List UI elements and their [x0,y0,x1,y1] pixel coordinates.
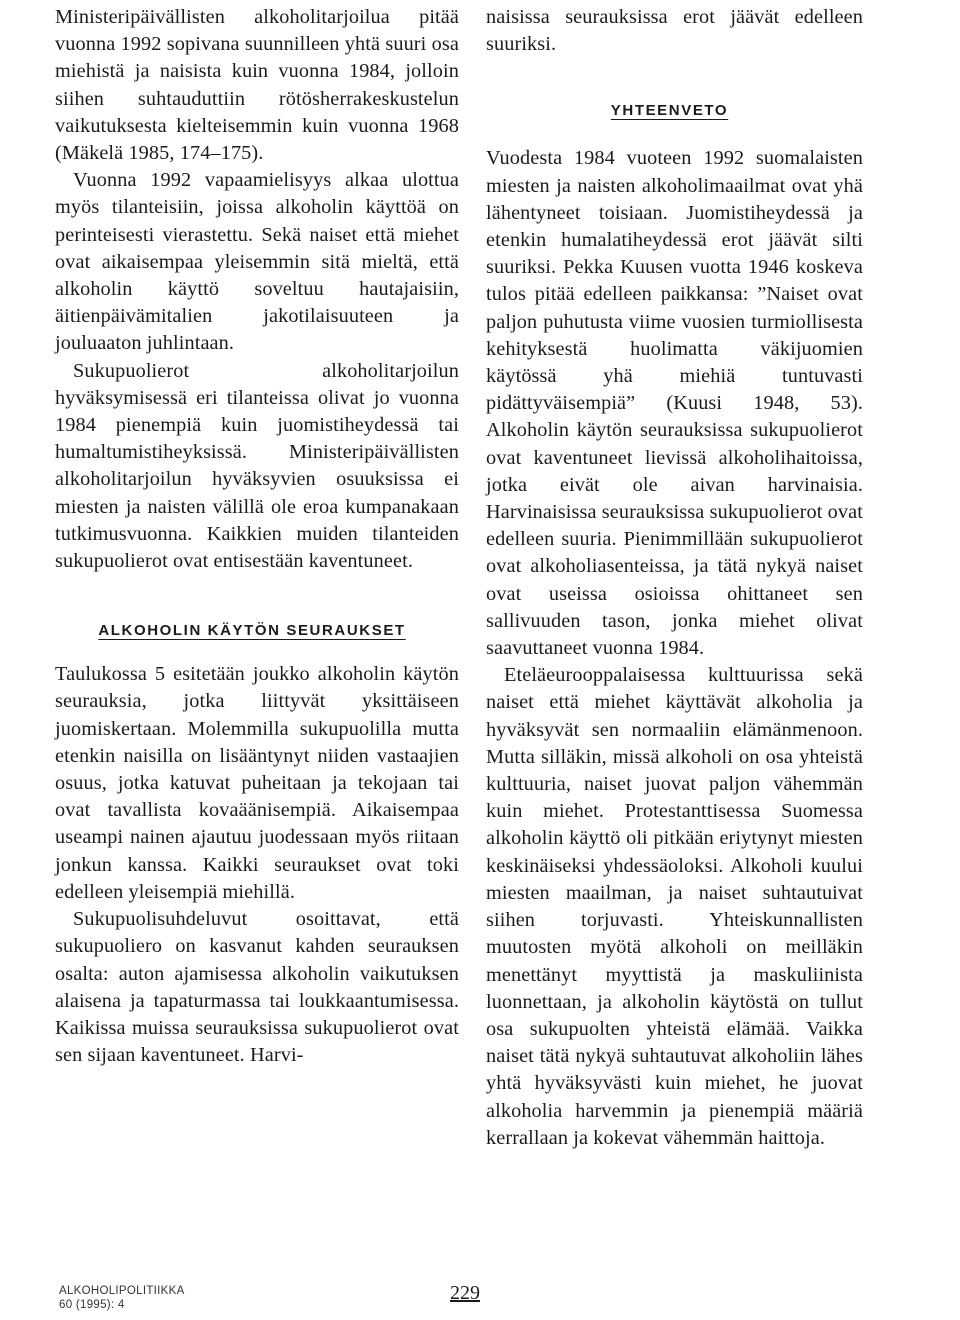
paragraph: Vuonna 1992 vapaamielisyys alkaa ulottua myös tilanteisiin, joissa alkoholin käyttöä on perinteisesti vierastettu. Sekä naiset että miehet ovat aikaisempaa yleisemmin sitä mieltä, että alkoholin käyttö soveltuu hautajaisiin, äitienpäivämitalien jakotilaisuuteen ja jouluaaton juhlintaan. [55,169,459,355]
journal-title: ALKOHOLIPOLITIIKKA [59,1285,185,1297]
paragraph: Sukupuolierot alkoholitarjoilun hyväksymisessä eri tilanteissa olivat jo vuonna 1984 pienempiä kuin juomistiheydessä tai humaltumistiheyksissä. Ministeripäivällisten alkoholitarjoilun hyväksyvien osuuksissa ei miesten ja naisten välillä ole eroa kumpanakaan tutkimusvuonna. Kaikkien muiden tilanteiden sukupuolierot ovat entisestään kaventuneet. [55,359,459,573]
paragraph: Eteläeurooppalaisessa kulttuurissa sekä naiset että miehet käyttävät alkoholia ja hyväksyvät sen normaaliin elämänmenoon. Mutta silläkin, missä alkoholi on osa yhteistä kulttuuria, naiset juovat paljon vähemmän kuin miehet. Protestanttisessa Suomessa alkoholin käyttö oli pitkään eriytynyt miesten keskinäiseksi yhdessäoloksi. Alkoholi kuului miesten maailman, ja naiset suhtautuivat siihen torjuvasti. Yhteiskunnallisten muutosten myötä alkoholi on meilläkin menettänyt myyttistä ja maskuliinista luonnettaan, ja alkoholin käytöstä on tullut osa sukupuolten yhteistä elämää. Vaikka naiset tätä nykyä suhtautuvat alkoholiin lähes yhtä hyväksyvästi kuin miehet, he juovat alkoholia harvemmin ja pienempiä määriä kerrallaan ja kokevat vähemmän haittoja. [486,664,863,1149]
paragraph: Vuodesta 1984 vuoteen 1992 suomalaisten miesten ja naisten alkoholimaailmat ovat yhä lähentyneet toisiaan. Juomistiheydessä ja etenkin humalatiheydessä erot jäävät silti suuriksi. Pekka Kuusen vuotta 1946 koskeva tulos pitää edelleen paikkansa: ”Naiset ovat paljon puhutusta viime vuosien turmiollisesta kehityksestä huolimatta väkijuomien käytössä yhä miehiä tuntuvasti pidättyväisempiä” (Kuusi 1948, 53). Alkoholin käytön seurauksissa sukupuolierot ovat kaventuneet lievissä alkoholihaitoissa, jotka eivät ole aivan harvinaisia. Harvinaisissa seurauksissa sukupuolierot ovat edelleen suuria. Pienimmillään sukupuolierot ovat alkoholiasenteissa, ja tätä nykyä naiset ovat useissa osioissa ohittaneet sen sallivuuden tason, jonka miehet olivat saavuttaneet vuonna 1984. [486,147,863,660]
paragraph: naisissa seurauksissa erot jäävät edelleen suuriksi. [486,6,863,56]
journal-footer [59,1284,185,1312]
page-number: 229 [450,1282,480,1304]
right-column [486,4,863,1152]
section-heading: ALKOHOLIN KÄYTÖN SEURAUKSET [98,622,406,640]
journal-issue: 60 (1995): 4 [59,1299,125,1311]
paragraph: Ministeripäivällisten alkoholitarjoilua pitää vuonna 1992 sopivana suunnilleen yhtä suuri osa miehistä ja naisista kuin vuonna 1984, jolloin siihen suhtauduttiin rötösherrakeskustelun vaikutuksesta kielteisemmin kuin vuonna 1968 (Mäkelä 1985, 174–175). [55,6,459,165]
section-heading: YHTEENVETO [610,102,729,120]
paragraph: Sukupuolisuhdeluvut osoittavat, että sukupuoliero on kasvanut kahden seurauksen osalta: auton ajamisessa alkoholin vaikutuksen alaisena ja tapaturmassa tai loukkaantumisessa. Kaikissa muissa seurauksissa sukupuolierot ovat sen sijaan kaventuneet. Harvi- [55,908,459,1067]
left-column [55,4,459,1069]
paragraph: Taulukossa 5 esitetään joukko alkoholin käytön seurauksia, jotka liittyvät yksittäiseen juomiskertaan. Molemmilla sukupuolilla mutta etenkin naisilla on lisääntynyt niiden vastaajien osuus, jotka katuvat puheitaan ja tekojaan tai ovat tavallista kovaäänisempiä. Aikaisempaa useampi nainen ajautuu juodessaan myös riitaan jonkun kanssa. Kaikki seuraukset ovat toki edelleen yleisempiä miehillä. [55,663,459,903]
